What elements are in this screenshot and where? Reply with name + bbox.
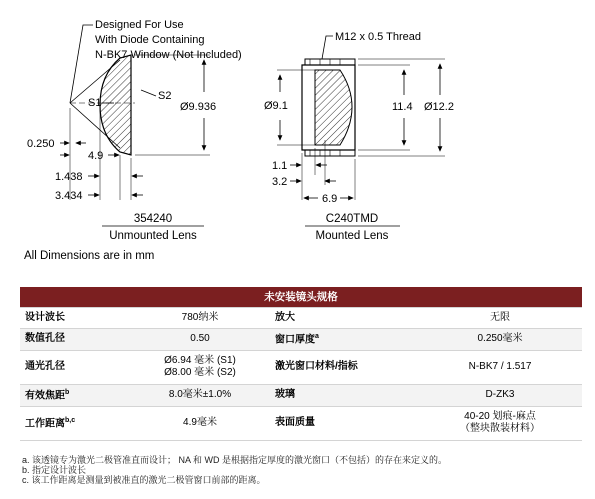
dim-1438: 1.438: [55, 171, 83, 183]
spec-table: [20, 287, 582, 441]
units-note: All Dimensions are in mm: [24, 250, 155, 262]
unmounted-lens-drawing: [27, 19, 242, 242]
unmounted-part-number: 354240: [133, 213, 173, 225]
lens-note-line1: Designed For Use: [95, 19, 184, 31]
surface-s1-label: S1: [88, 97, 102, 109]
mounted-dim-32: 3.2: [272, 176, 288, 188]
spec-value: N-BK7 / 1.517: [418, 350, 582, 384]
unmounted-lens-body: [100, 55, 131, 155]
mounted-dim-11: 1.1: [272, 160, 288, 172]
mounted-inner-diameter: Ø9.1: [264, 100, 288, 112]
spec-label: 窗口厚度$^a$: [270, 328, 418, 350]
table-row: [20, 406, 582, 440]
spec-label: 工作距离$^{b,c}$: [20, 406, 130, 440]
spec-label: 通光孔径: [20, 350, 130, 384]
table-row: [20, 328, 582, 350]
unmounted-diameter-label: Ø9.936: [180, 101, 217, 113]
spec-table-header: [20, 287, 582, 307]
footnote-a: a. 该透镜专为激光二极管准直而设计； NA 和 WD 是根据指定厚度的激光窗口（不包括）的存在来定义的。: [22, 455, 448, 465]
mounted-lens-caption: Mounted Lens: [315, 230, 389, 242]
spec-label: 数值孔径: [20, 328, 130, 350]
spec-value: 780纳米: [130, 307, 270, 328]
mounted-lens-element: [315, 70, 352, 145]
spec-value: Ø6.94 毫米 (S1) Ø8.00 毫米 (S2): [130, 350, 270, 384]
spec-value: 无限: [418, 307, 582, 328]
spec-label: 有效焦距$^b$: [20, 384, 130, 406]
footnote-c: c. 该工作距离是测量到被准直的激光二极管窗口前部的距离。: [22, 475, 266, 485]
dim-window-thickness: 0.250: [27, 138, 55, 150]
spec-value: 8.0毫米±1.0%: [130, 384, 270, 406]
mounted-outer-diameter: Ø12.2: [424, 101, 454, 113]
mounted-lens-drawing: [264, 31, 454, 242]
spec-value: 4.9毫米: [130, 406, 270, 440]
mounted-dim-69: 6.9: [322, 193, 338, 205]
table-row: [20, 384, 582, 406]
table-row: [20, 307, 582, 328]
mounted-part-number: C240TMD: [325, 213, 379, 225]
surface-s2-label: S2: [158, 90, 172, 102]
spec-value: 0.250毫米: [418, 328, 582, 350]
spec-label: 玻璃: [270, 384, 418, 406]
thread-label: M12 x 0.5 Thread: [335, 31, 422, 43]
spec-value: 40-20 划痕-麻点 （整块散装材料）: [418, 406, 582, 440]
dim-3434: 3.434: [55, 190, 83, 202]
spec-label: 表面质量: [270, 406, 418, 440]
spec-value: D-ZK3: [418, 384, 582, 406]
mounted-dim-114: 11.4: [392, 101, 413, 113]
footnote-b: b. 指定设计波长: [22, 465, 87, 475]
lens-note-line2: With Diode Containing: [95, 34, 205, 46]
spec-table-title: 未安装镜头规格: [20, 287, 582, 307]
spec-label: 设计波长: [20, 307, 130, 328]
footnotes: [22, 455, 447, 485]
spec-value: 0.50: [130, 328, 270, 350]
lens-note-line3: N-BK7 Window (Not Included): [95, 49, 242, 61]
spec-label: 激光窗口材料/指标: [270, 350, 418, 384]
table-row: [20, 350, 582, 384]
spec-label: 放大: [270, 307, 418, 328]
unmounted-lens-caption: Unmounted Lens: [109, 230, 197, 242]
dim-working-distance: 4.9: [88, 150, 104, 162]
